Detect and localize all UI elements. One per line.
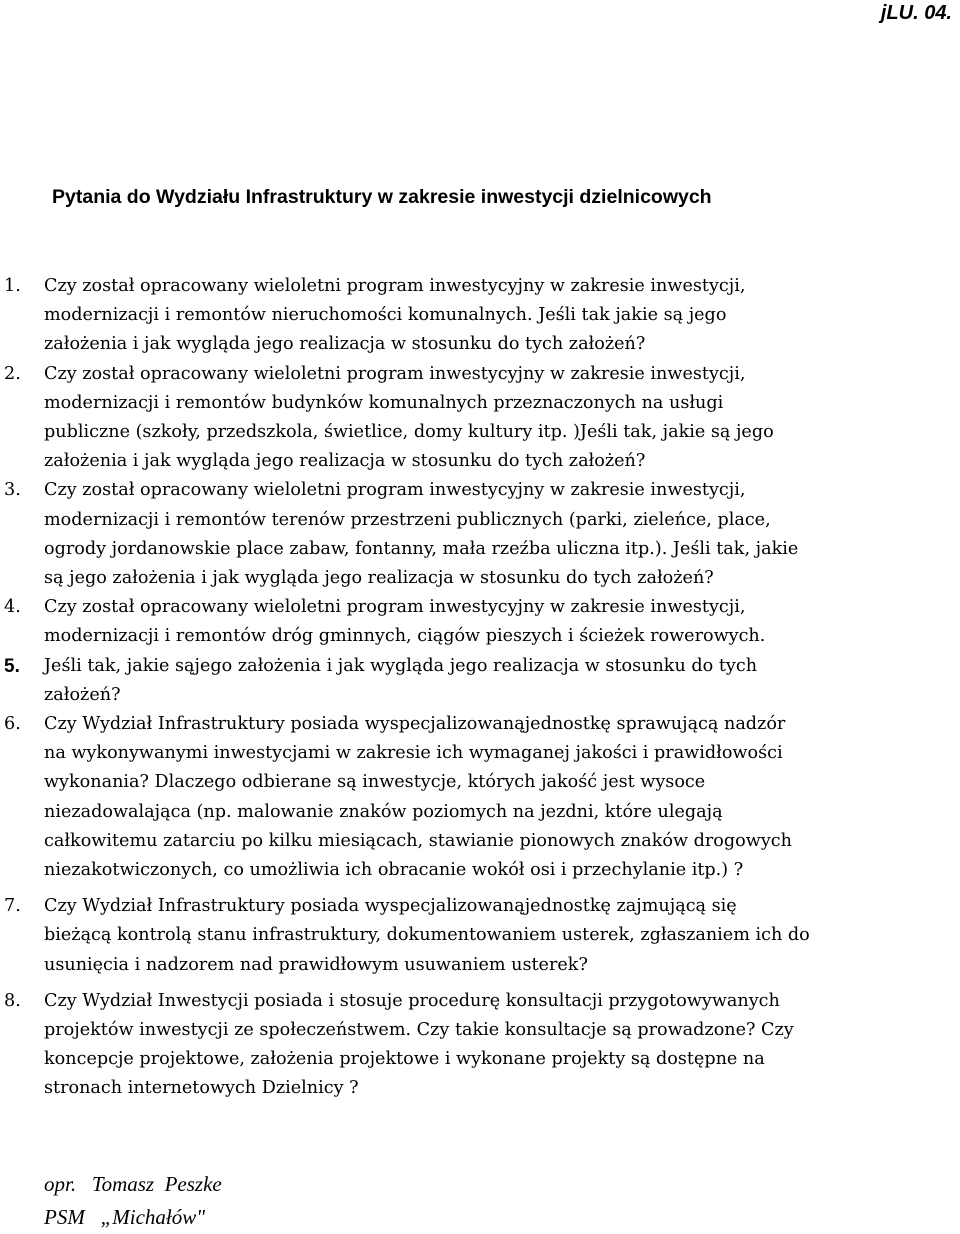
question-text-line: niezadowalająca (np. malowanie znaków poziomych na jezdni, które ulegają [44,801,723,822]
question-text-line: założenia i jak wygląda jego realizacja w stosunku do tych założeń? [44,334,646,355]
question-text-line: założenia i jak wygląda jego realizacja w stosunku do tych założeń? [44,451,646,472]
question-item-7 [0,892,940,980]
question-text-line: modernizacji i remontów nieruchomości komunalnych. Jeśli tak jakie są jego [44,305,727,326]
question-text-line: publiczne (szkoły, przedszkola, świetlice, domy kultury itp. )Jeśli tak, jakie są jego [44,422,774,443]
question-item-5 [0,652,940,710]
question-text-line: Jeśli tak, jakie sąjego założenia i jak wygląda jego realizacja w stosunku do tych [44,655,758,676]
question-item-6 [0,710,940,885]
question-number: 8. [4,990,21,1011]
question-text-line: modernizacji i remontów dróg gminnych, ciągów pieszych i ścieżek rowerowych. [44,626,766,647]
question-text-line: wykonania? Dlaczego odbierane są inwestycje, których jakość jest wysoce [44,772,706,793]
document-title: Pytania do Wydziału Infrastruktury w zakresie inwestycji dzielnicowych [52,186,712,208]
question-text-line: modernizacji i remontów budynków komunalnych przeznaczonych na usługi [44,392,724,413]
question-item-8 [0,987,940,1104]
question-item-2 [0,360,940,477]
question-text-line: ogrody jordanowskie place zabaw, fontanny, mała rzeźba uliczna itp.). Jeśli tak, jakie [44,538,799,559]
question-text-line: całkowitemu zatarciu po kilku miesiącach, stawianie pionowych znaków drogowych [44,830,792,851]
question-number: 4. [4,597,21,618]
question-number: 3. [4,480,21,501]
signature-organization: PSM „Michałów" [44,1205,206,1229]
question-text-line: Czy Wydział Inwestycji posiada i stosuje procedurę konsultacji przygotowywanych [44,990,780,1011]
question-text-line: Czy Wydział Infrastruktury posiada wyspecjalizowanąjednostkę zajmującą się [44,896,737,917]
question-text-line: Czy został opracowany wieloletni program inwestycyjny w zakresie inwestycji, [44,597,746,618]
question-item-4 [0,593,940,651]
question-text-line: Czy został opracowany wieloletni program inwestycyjny w zakresie inwestycji, [44,363,746,384]
question-text-line: założeń? [44,684,121,705]
question-text-line: bieżącą kontrolą stanu infrastruktury, dokumentowaniem usterek, zgłaszaniem ich do [44,925,810,946]
question-list [0,272,940,1104]
question-item-3 [0,476,940,593]
question-text-line: projektów inwestycji ze społeczeństwem. Czy takie konsultacje są prowadzone? Czy [44,1020,794,1041]
question-number: 5. [4,655,20,677]
question-text-line: modernizacji i remontów terenów przestrzeni publicznych (parki, zieleńce, place, [44,509,771,530]
question-text-line: stronach internetowych Dzielnicy ? [44,1078,359,1099]
question-text-line: na wykonywanymi inwestycjami w zakresie ich wymaganej jakości i prawidłowości [44,743,783,764]
question-text-line: Czy Wydział Infrastruktury posiada wyspecjalizowanąjednostkę sprawującą nadzór [44,714,786,735]
question-item-1 [0,272,940,360]
question-text-line: Czy został opracowany wieloletni program inwestycyjny w zakresie inwestycji, [44,276,746,296]
signature-author: opr. Tomasz Peszke [44,1172,222,1196]
question-number: 1. [4,276,21,296]
question-number: 2. [4,363,21,384]
question-number: 6. [4,714,21,735]
question-text-line: są jego założenia i jak wygląda jego realizacja w stosunku do tych założeń? [44,568,714,589]
document-tag: jLU. 04. [880,2,952,24]
question-text-line: usunięcia i nadzorem nad prawidłowym usuwaniem usterek? [44,954,588,975]
question-text-line: niezakotwiczonych, co umożliwia ich obracanie wokół osi i przechylanie itp.) ? [44,860,744,881]
question-text-line: koncepcje projektowe, założenia projektowe i wykonane projekty są dostępne na [44,1049,765,1070]
question-number: 7. [4,896,21,917]
signature-block [44,1168,222,1234]
question-text-line: Czy został opracowany wieloletni program inwestycyjny w zakresie inwestycji, [44,480,746,501]
